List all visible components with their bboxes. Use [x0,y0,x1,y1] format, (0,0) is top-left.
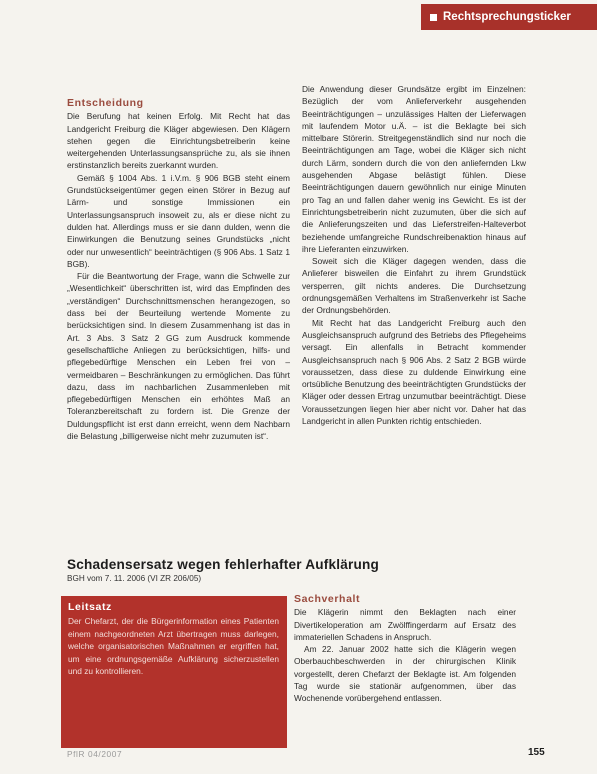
sachverhalt-heading: Sachverhalt [294,593,361,605]
paragraph: Soweit sich die Kläger dagegen wenden, dass die Anlieferer bisweilen die Einfahrt zu ihrem Grundstück versperren, gilt nichts anderes. Die Durchsetzung ordnungsgemäßen Verhaltens im Straßenverkehr ist Sache der Ordnungsbehörden. [302,256,526,316]
paragraph: Die Berufung hat keinen Erfolg. Mit Recht hat das Landgericht Freiburg die Kläger abgewiesen. Den Klägern stehen gegen die Einrichtungsbetreiberin keine weitergehenden Unterlassungsansprüche zu, als sie ihnen erstinstanzlich bereits zuerkannt wurden. [67,111,290,171]
page-number: 155 [528,747,545,758]
section-tab [421,4,597,30]
sachverhalt-column [294,593,516,705]
court-reference: BGH vom 7. 11. 2006 (VI ZR 206/05) [67,574,202,583]
leitsatz-box [61,596,287,748]
entscheidung-heading: Entscheidung [67,97,144,109]
paragraph: Am 22. Januar 2002 hatte sich die Klägerin wegen Oberbauchbeschwerden in der chirurgischen Klinik vorgestellt, deren Chefarzt der Beklagte ist. Am folgenden Tag wurde sie stationär aufgenommen, über das Wochenende vorübergehend entlassen. [294,644,516,704]
leitsatz-heading: Leitsatz [68,601,112,613]
article-title: Schadensersatz wegen fehlerhafter Aufklärung [67,557,379,572]
section-tab-label: Rechtsprechungsticker [443,11,571,23]
paragraph: Die Anwendung dieser Grundsätze ergibt im Einzelnen: Bezüglich der vom Anlieferverkehr ausgehenden Beeinträchtigungen – unzulässiges Halten der Lieferwagen mit laufendem Motor u.Ä. – ist die Beklagte bei sich mittelbare Störerin. Streitgegenständlich sind nur noch die Beeinträchtigungen am Tage, wobei die Kläger sich nicht durch Lärm, sondern durch die von den anliefernden Lkw ausgehenden Abgase belästigt fühlen. Diese Beeinträchtigungen dauern gewöhnlich nur einige Minuten pro Tag an und fallen daher wenig ins Gewicht. Es ist der Einrichtungsbetreiberin nicht zuzumuten, über die sich auf die Anlieferungszeiten und das Lieferstreifen-Halteverbot beziehende umfangreiche Rundschreibenaktion hinaus auf ihre Lieferanten einzuwirken. [302,84,526,254]
article-right-column [302,83,526,427]
paragraph: Die Klägerin nimmt den Beklagten nach einer Divertikeloperation am Zwölffingerdarm auf Ersatz des immateriellen Schadens in Anspruch. [294,607,516,642]
paragraph: Für die Beantwortung der Frage, wann die Schwelle zur „Wesentlichkeit“ überschritten ist, wird das Empfinden des „verständigen“ Durchschnittsmenschen herangezogen, so dass bei der Beurteilung wertende Momente zu berücksichtigen sind. In diesem Zusammenhang ist das in Art. 3 Abs. 3 Satz 2 GG zum Ausdruck kommende gesellschaftliche Anliegen zu berücksichtigen, hilfs- und pflegebedürftige Menschen ein Leben frei von – vermeidbaren – Beschränkungen zu ermöglichen. Das führt dazu, dass im nachbarlichen Zusammenleben mit pflegebedürftigen Menschen ein erhöhtes Maß an Toleranzbereitschaft zu fordern ist. Die Grenze der Duldungspflicht ist erst dann erreicht, wenn dem Nachbarn die Belastung „billigerweise nicht mehr zuzumuten ist“. [67,271,290,442]
paragraph: Mit Recht hat das Landgericht Freiburg auch den Ausgleichsanspruch aufgrund des Betriebs des Pflegeheims versagt. Ein allenfalls in Betracht kommender Ausgleichsanspruch nach § 906 Abs. 2 Satz 2 BGB würde voraussetzen, dass diese zu duldende Einwirkung eine ortsübliche Benutzung des beeinträchtigten Grundstücks der Kläger oder dessen Ertrag unzumutbar beeinträchtigt. Diese Voraussetzungen liegen hier aber nicht vor. Daher hat das Landgericht in allen Punkten richtig entschieden. [302,317,526,427]
leitsatz-text: Der Chefarzt, der die Bürgerinformation eines Patienten einem nachgeordneten Arzt übertragen muss darlegen, welche organisatorischen Maßnahmen er ergriffen hat, um eine ordnungsgemäße Aufklärung sicherzustellen und zu kontrollieren. [68,616,279,677]
paragraph: Gemäß § 1004 Abs. 1 i.V.m. § 906 BGB steht einem Grundstückseigentümer gegen einen Störer in Bezug auf Lärm- und sonstige Immissionen ein Unterlassungsanspruch insoweit zu, als er diese nicht zu dulden hat. Allerdings muss er sie dann dulden, wenn die Einwirkungen die Benutzung seines Grundstücks „nicht oder nur unwesentlich“ beeinträchtigen (§ 906 Abs. 1 Satz 1 BGB). [67,172,290,269]
journal-name: PflR 04/2007 [67,749,123,759]
article-left-column [67,97,290,442]
square-icon [430,14,437,21]
